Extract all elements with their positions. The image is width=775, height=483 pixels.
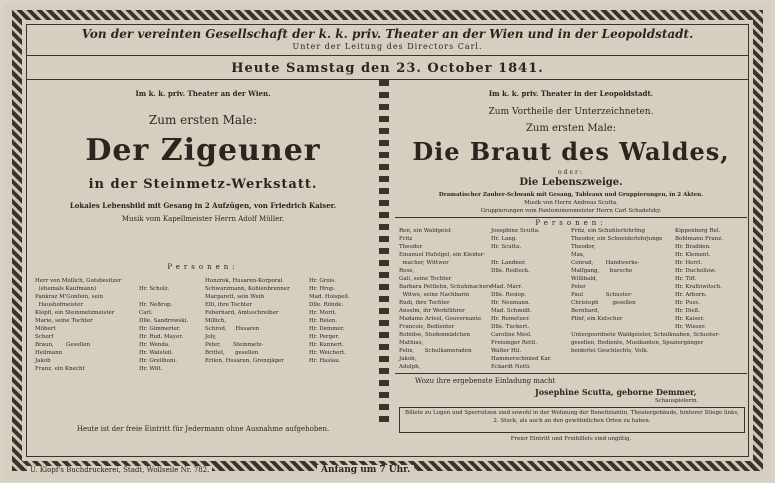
right-rule-2 xyxy=(395,373,747,374)
right-genre: Dramatischer Zauber-Schwank mit Gesang, Tableaux und Gruppierungen, in 2 Akten. xyxy=(438,192,704,198)
right-cast-roles-2: Fritz, ein Schuhlerlehrling Theodor, ein Schneiderlehrjunge Theodor, Max, Conrad, Handwerks- Malfgang, bursche Willibald, Peter Paul Schuster- Christoph gesellen Bernhard, Plinf, ein Kutscher Untergeordnete Waldgeister, Schulknaben, Schuster- gesellen, Bediente, Musikanten, Spaziergänger beiderlei Geschlechts, Volk. xyxy=(571,228,720,354)
right-first-time: Zum ersten Male: xyxy=(525,123,617,134)
right-music: Musik von Herrn Andreas Scutta. xyxy=(524,200,618,206)
right-rule-1 xyxy=(395,217,747,218)
left-column xyxy=(31,85,375,433)
right-title: Die Braut des Waldes, xyxy=(412,137,730,166)
left-subtitle: in der Steinmetz-Werkstatt. xyxy=(88,177,318,192)
left-entry-notice: Heute ist der freie Eintritt für Jedermann ohne Ausnahme aufgehoben. xyxy=(76,425,330,433)
left-cast-actors-1: Hr. Scholz. Hr. Neßrop. Carl. Dlle. Sandrowski. Hr. Gimmerler. Hr. Rud. Mayer. Hr. Wenda. Hr. Walsteil. Hr. Greilhoni. Hr. Wilt. xyxy=(139,286,189,372)
right-column xyxy=(395,85,747,442)
left-cast-roles-2: Honzrok, Husaren-Korporal Schwarzmann, Kohlenbrenner Margarett, sein Weib Elli, ihre Tochter Feberhard, Amtsschreiber Millich, Schrod, Husaren Joly, Peter, Steinmetz- Brittel, gesellen Erilen, Husaren, Grenzjäger xyxy=(205,278,290,364)
left-first-time: Zum ersten Male: xyxy=(148,113,258,127)
left-music: Musik vom Kapellmeister Herrn Adolf Müller. xyxy=(121,215,285,223)
header-rule xyxy=(27,55,748,56)
start-time: Anfang um 7 Uhr. xyxy=(317,465,414,475)
left-cast-actors-2: Hr. Grois. Hr. Hrop. Mad. Hoispeil. Dlle. Rönde. Hr. Morit. Hr. Reien. Hr. Demmer. Hr. Perger. Hr. Kunnert. Hr. Weichert. Hr. Haslau. xyxy=(309,278,350,364)
right-venue: Im k. k. priv. Theater in der Leopoldstadt. xyxy=(488,89,654,98)
right-benefit: Zum Vortheile der Unterzeichneten. xyxy=(488,107,654,117)
right-cast-actors-2: Kippenberg Rel. Bohlmann Franz. Hr. Bradden. Hr. Klement. Hr. Herrl. Hr. Duchollow. Hr. Tiff. Hr. Krallowitsch. Hr. Arborn. Hr. Puss. Hr. Dieß. Hr. Kaiser. Hr. Wieser. xyxy=(675,228,723,330)
director-line: Unter der Leitung des Directors Carl. xyxy=(292,42,483,51)
right-signature-role: Schauspielerin. xyxy=(655,398,699,404)
playbill-content xyxy=(26,24,749,475)
left-cast-roles-1: Herr von Mollich, Gutsbesitzer (ehemals Kaufmann) Pankraz M'Gonfein, sein Haushofmeister Klopfl, ein Steinmetzmeister Marie, seine Tochter Möbert Schorf Braun, Gesellen Heilmann Jakob Franz, ein Knecht xyxy=(35,278,122,372)
printer-credit: U. Klopf's Buchdruckerei, Stadt, Wollseile Nr. 782. xyxy=(27,466,212,474)
performance-date: Heute Samstag den 23. October 1841. xyxy=(231,61,544,76)
right-signature: Josephine Scutta, geborne Demmer, xyxy=(535,387,697,397)
right-entry-notice: Freier Eintritt und Freibillets sind ungiltig. xyxy=(510,436,632,442)
left-persons-heading: Personen: xyxy=(167,263,239,271)
column-divider xyxy=(379,80,389,426)
right-oder: oder: xyxy=(558,169,584,176)
playbill-sheet xyxy=(4,4,771,479)
right-invitation: Wozu ihre ergebenste Einladung macht xyxy=(415,377,556,385)
left-genre: Lokales Lebensbild mit Gesang in 2 Aufzügen, von Friedrich Kaiser. xyxy=(69,201,337,210)
left-venue: Im k. k. priv. Theater an der Wien. xyxy=(135,89,271,98)
left-title: Der Zigeuner xyxy=(85,133,321,168)
ticket-notice-box xyxy=(399,407,745,433)
ticket-notice: Billete zu Logen und Sperrsitzen sind sowohl in der Wohnung der Benefiziantin, Theatergebäude, hinterer Stiege links, 2. Stock, als auch an den gewöhnlichen Orten zu haben. xyxy=(405,410,739,424)
right-groups: Gruppierungen vom Pantomimenmeister Herrn Carl Schadetzky. xyxy=(480,208,662,214)
right-persons-heading: Personen: xyxy=(535,219,607,227)
right-cast-roles-1: Ren, ein Waldgeist Fritz Theodor Emanuel Hufelgel, ein Kleider- macher, Wittwer Rose, Gali, seine Tochter Barbara Pettlehn, Schuhmachers- Witwe, seine Nachbarin Rudi, ihre Tochter Anselm, ihr Werkführer Madame Arleel, Gouvernante Francois, Bedienter Robidse, Studenmädchen Mathias, Felix, Schulkameraden Jakob, Adolph, xyxy=(399,228,494,370)
company-header: Von der vereinten Gesellschaft der k. k. priv. Theater an der Wien und in der Leopoldstadt. xyxy=(81,27,694,41)
right-cast-actors-1: Josephine Scutta. Hr. Lang. Hr. Scutta. Hr. Landner. Dlle. Reißeck. Mad. Marr. Dlle. Reslop. Hr. Neumann. Mad. Schmidt. Hr. Remetuer. Dlle. Tuckert. Caroline Mesl. Freisinger Rettl. Walter Hil. Hammerschmied Kar. Eckardt Netti. xyxy=(491,228,552,370)
right-subtitle: Die Lebenszweige. xyxy=(519,177,623,188)
